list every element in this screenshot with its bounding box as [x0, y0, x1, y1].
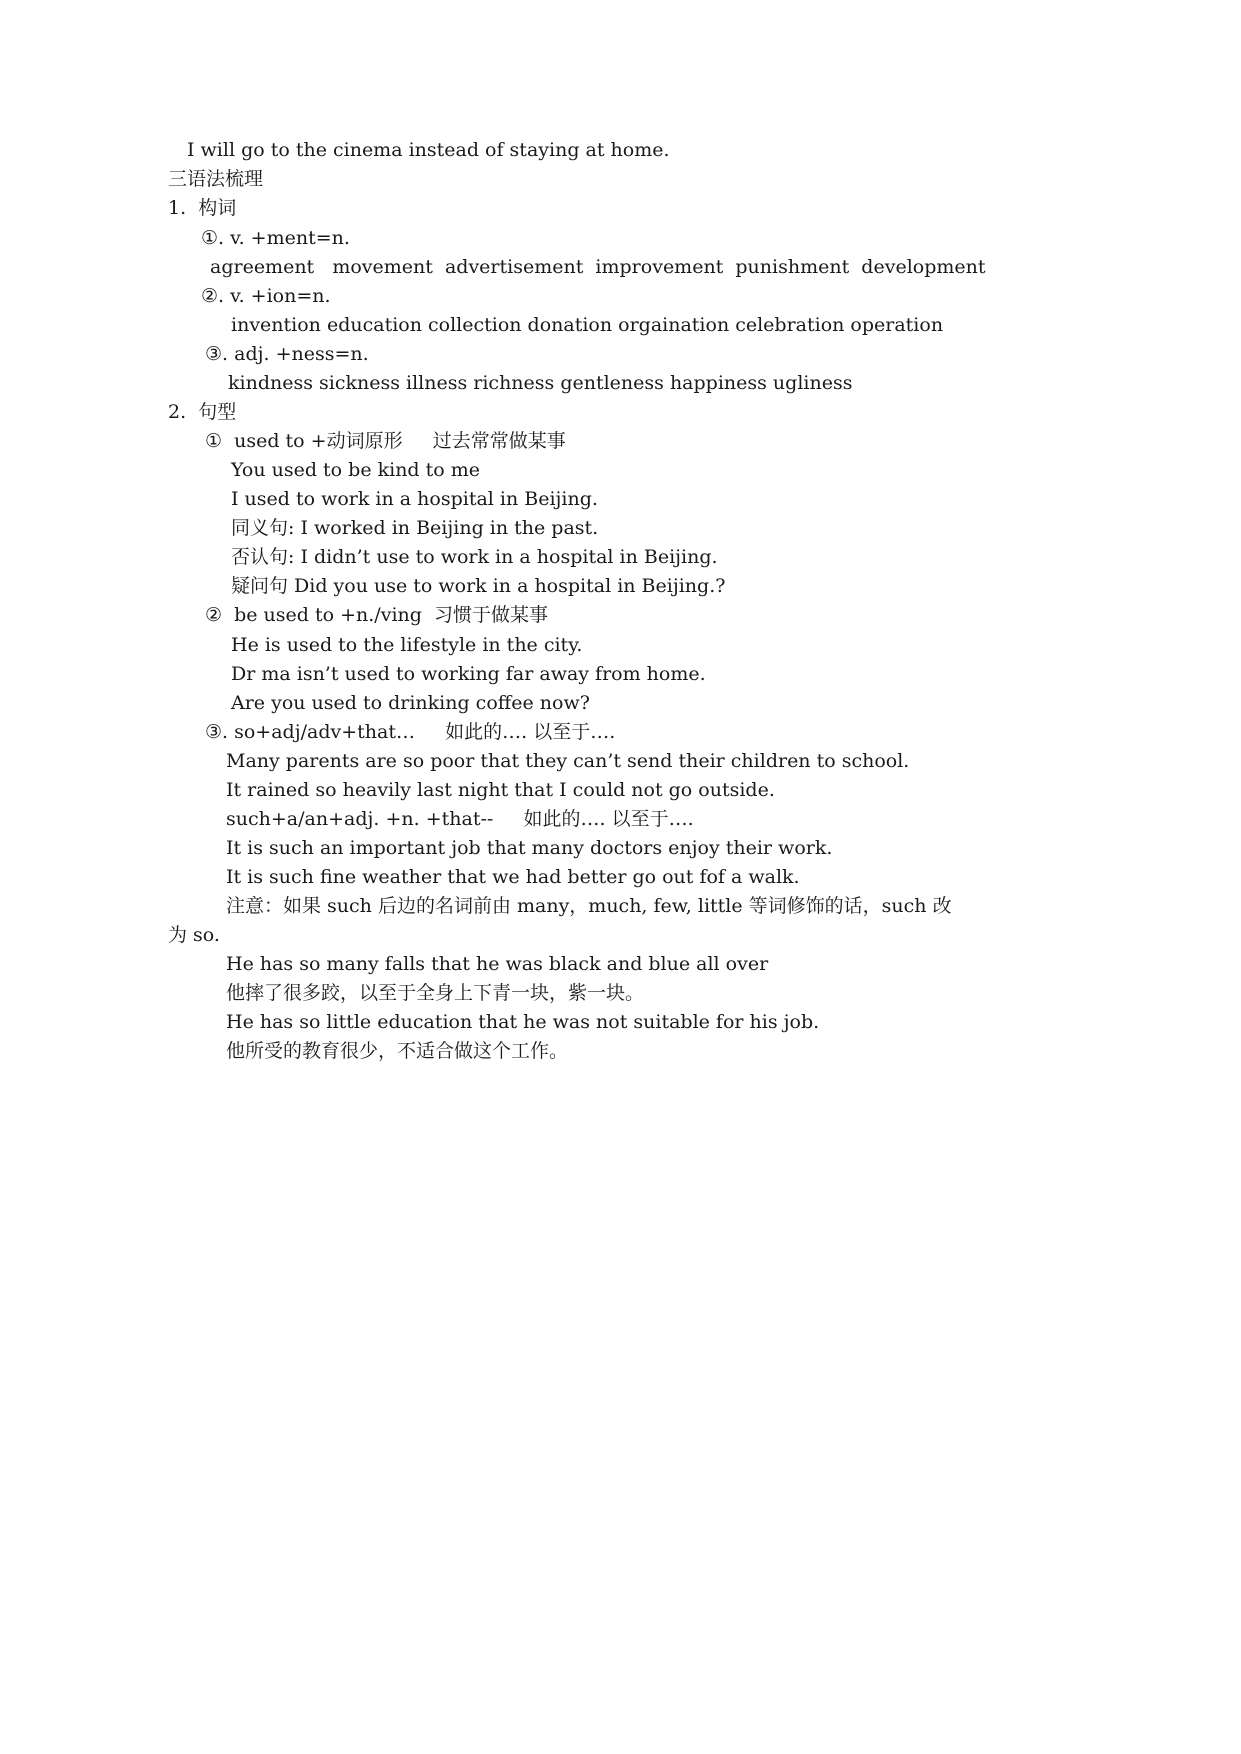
examples-ion: invention education collection donation orgaination celebration operation [231, 314, 944, 336]
subsection-sentence-patterns: 2. 句型 [168, 401, 237, 423]
pattern-such-that: such+a/an+adj. +n. +that-- 如此的…. 以至于…. [226, 808, 694, 830]
intro-sentence: I will go to the cinema instead of staying at home. [187, 139, 670, 161]
note-continuation: 为 so. [168, 924, 220, 946]
example-line: He has so many falls that he was black and blue all over [226, 953, 769, 975]
example-line: He is used to the lifestyle in the city. [231, 634, 583, 656]
example-negative: 否认句: I didn’t use to work in a hospital in Beijing. [231, 546, 718, 568]
section-heading-grammar: 三语法梳理 [168, 168, 264, 190]
example-line: You used to be kind to me [231, 459, 481, 481]
example-line: I used to work in a hospital in Beijing. [231, 488, 598, 510]
example-line: It rained so heavily last night that I could not go outside. [226, 779, 775, 801]
example-line: Many parents are so poor that they can’t send their children to school. [226, 750, 910, 772]
example-line: He has so little education that he was not suitable for his job. [226, 1011, 820, 1033]
examples-ness: kindness sickness illness richness gentleness happiness ugliness [228, 372, 853, 394]
example-line: It is such fine weather that we had better go out fof a walk. [226, 866, 800, 888]
pattern-used-to: ① used to +动词原形 过去常常做某事 [205, 430, 566, 452]
example-line: It is such an important job that many doctors enjoy their work. [226, 837, 833, 859]
example-line: Dr ma isn’t used to working far away from home. [231, 663, 706, 685]
translation-line: 他所受的教育很少，不适合做这个工作。 [226, 1040, 569, 1062]
pattern-so-that: ③. so+adj/adv+that… 如此的…. 以至于…. [205, 721, 616, 743]
note-line: 注意：如果 such 后边的名词前由 many，much, few, little 等词修饰的话，such 改 [226, 895, 952, 917]
examples-ment: agreement movement advertisement improvement punishment development [210, 256, 986, 278]
rule-ment: ①. v. +ment=n. [201, 227, 350, 249]
example-synonym: 同义句: I worked in Beijing in the past. [231, 517, 599, 539]
rule-ness: ③. adj. +ness=n. [205, 343, 369, 365]
example-question: 疑问句 Did you use to work in a hospital in Beijing.? [231, 575, 726, 597]
example-line: Are you used to drinking coffee now? [231, 692, 590, 714]
rule-ion: ②. v. +ion=n. [201, 285, 331, 307]
pattern-be-used-to: ② be used to +n./ving 习惯于做某事 [205, 604, 548, 626]
subsection-word-formation: 1. 构词 [168, 197, 237, 219]
translation-line: 他摔了很多跤，以至于全身上下青一块，紫一块。 [226, 982, 645, 1004]
